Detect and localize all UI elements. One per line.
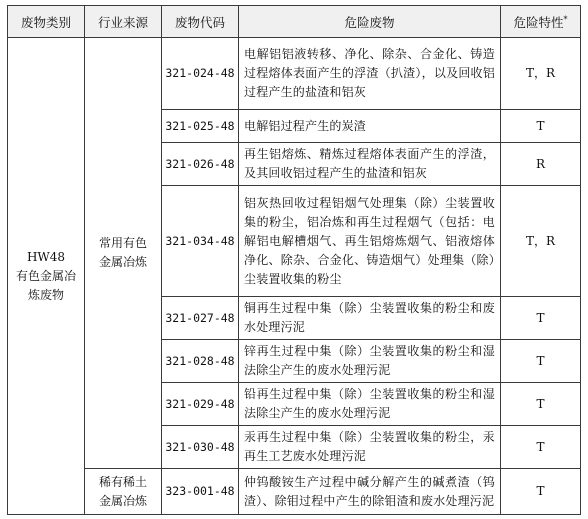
- prop-cell: T: [501, 383, 581, 426]
- desc-cell: 再生铝熔炼、精炼过程熔体表面产生的浮渣，及其回收铝过程产生的盐渣和铝灰: [239, 143, 501, 186]
- code-cell: 321-028-48: [162, 340, 239, 383]
- prop-cell: T: [501, 110, 581, 143]
- prop-cell: T: [501, 426, 581, 469]
- desc-cell: 铅再生过程中集（除）尘装置收集的粉尘和湿法除尘产生的废水处理污泥: [239, 383, 501, 426]
- header-property: [501, 6, 581, 38]
- source-common: 常用有色金属冶炼: [98, 236, 147, 269]
- table-header-row: [8, 6, 581, 38]
- header-property-mark: *: [563, 14, 568, 24]
- prop-cell: T，R: [501, 186, 581, 297]
- header-source: 行业来源: [85, 6, 162, 38]
- prop-cell: T: [501, 297, 581, 340]
- desc-cell: 汞再生过程中集（除）尘装置收集的粉尘，汞再生工艺废水处理污泥: [239, 426, 501, 469]
- code-cell: 321-025-48: [162, 110, 239, 143]
- table-row: [8, 469, 581, 515]
- prop-cell: T，R: [501, 38, 581, 110]
- source-cell-rare: [85, 469, 162, 515]
- source-cell-common: [85, 38, 162, 469]
- prop-cell: T: [501, 340, 581, 383]
- category-code: HW48: [26, 249, 66, 264]
- header-property-label: 危险特性: [513, 14, 564, 30]
- code-cell: 321-024-48: [162, 38, 239, 110]
- source-rare: 稀有稀土金属冶炼: [98, 474, 147, 508]
- code-cell: 321-029-48: [162, 383, 239, 426]
- prop-cell: T: [501, 469, 581, 515]
- desc-cell: 铜再生过程中集（除）尘装置收集的粉尘和废水处理污泥: [239, 297, 501, 340]
- header-code: 废物代码: [162, 6, 239, 38]
- header-waste: 危险废物: [239, 6, 501, 38]
- desc-cell: 仲钨酸铵生产过程中碱分解产生的碱煮渣（钨渣）、除钼过程中产生的除钼渣和废水处理污泥: [239, 469, 501, 515]
- hazardous-waste-table: [7, 5, 581, 515]
- code-cell: 321-026-48: [162, 143, 239, 186]
- desc-cell: 锌再生过程中集（除）尘装置收集的粉尘和湿法除尘产生的废水处理污泥: [239, 340, 501, 383]
- desc-cell: 铝灰热回收过程铝烟气处理集（除）尘装置收集的粉尘，铝冶炼和再生过程烟气（包括：电解铝电解槽烟气、再生铝熔炼烟气、铝液熔体净化、除杂、合金化、铸造烟气）处理集（除）尘装置收集的粉尘: [239, 186, 501, 297]
- prop-cell: R: [501, 143, 581, 186]
- header-category: 废物类别: [8, 6, 85, 38]
- code-cell: 321-034-48: [162, 186, 239, 297]
- table-row: [8, 38, 581, 110]
- waste-table-container: [7, 5, 580, 515]
- category-name: 有色金属冶炼废物: [15, 268, 76, 302]
- code-cell: 323-001-48: [162, 469, 239, 515]
- category-cell: [8, 38, 85, 515]
- code-cell: 321-030-48: [162, 426, 239, 469]
- code-cell: 321-027-48: [162, 297, 239, 340]
- desc-cell: 电解铝铝液转移、净化、除杂、合金化、铸造过程熔体表面产生的浮渣（扒渣），以及回收铝过程产生的盐渣和铝灰: [239, 38, 501, 110]
- desc-cell: 电解铝过程产生的炭渣: [239, 110, 501, 143]
